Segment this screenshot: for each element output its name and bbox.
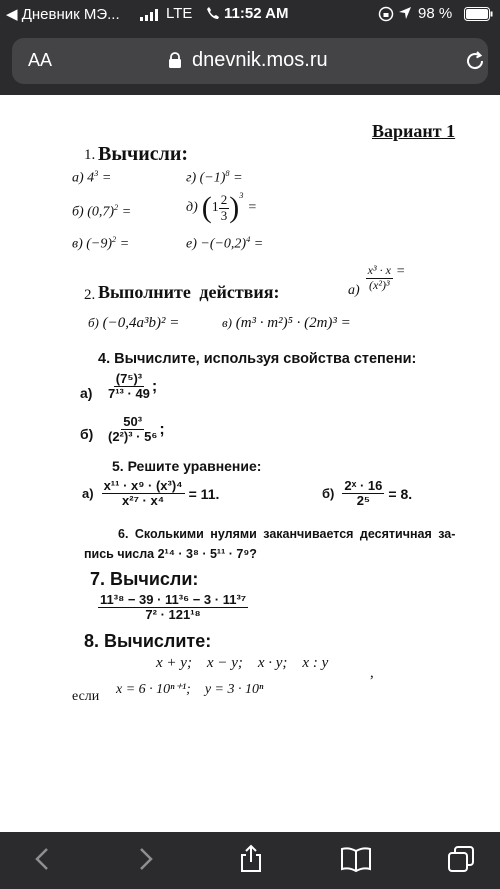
task4-item-a: $\frac{\text{(7⁵)³}}{\text{7¹³ · 49}}$ ; [108, 371, 158, 402]
reader-view-button[interactable]: AA [28, 50, 53, 70]
task2-item-v: в) (m³ · m²)⁵ · (2m)³ = [222, 315, 351, 331]
task8-operations: x + y; x − y; x · y; x : y [156, 655, 329, 671]
back-to-app-link[interactable]: ◀ Дневник МЭ... [6, 6, 120, 23]
location-icon [398, 6, 412, 24]
task5-item-a: а) $\frac{\text{x¹¹ · x⁹ · (x³)⁴}}{\text{x²⁷ · x⁴}}$ = 11. [82, 478, 220, 509]
task8-condition: x = 6 · 10ⁿ⁺¹; y = 3 · 10ⁿ [116, 682, 264, 697]
task1-number: 1. [84, 147, 96, 163]
task1-item-e: $е) -(-0,2)^4$ = [186, 235, 264, 252]
worksheet-page [0, 95, 500, 832]
reload-icon[interactable] [464, 50, 486, 72]
task2-number: 2. [84, 287, 96, 303]
task1-item-d: д) ( 1 $\frac{2}{3}$ ) $^3$ = [186, 191, 257, 224]
task4-item-b-label: б) [80, 426, 94, 442]
task8-comma: , [370, 665, 374, 681]
battery-percent: 98 % [418, 5, 453, 22]
task1-title: Вычисли: [98, 143, 189, 165]
status-bar [0, 0, 500, 28]
orientation-lock-icon [378, 6, 394, 26]
task1-item-v: в) $(-9)^2$ = [72, 235, 130, 252]
bookmarks-icon[interactable] [340, 844, 370, 874]
back-icon[interactable] [28, 844, 58, 874]
network-type: LTE [166, 5, 193, 22]
task5-title: 5. Решите уравнение: [112, 458, 262, 474]
task6-line2: пись числа 2¹⁴ · 3⁸ · 5¹¹ · 7⁹? [84, 547, 257, 561]
task4-title: 4. Вычислите, используя свойства степени: [98, 351, 417, 367]
forward-icon[interactable] [130, 844, 160, 874]
clock: 11:52 AM [224, 5, 289, 22]
task2-item-b: б) (−0,4a³b)² = [88, 315, 180, 331]
call-icon [206, 6, 220, 24]
signal-icon [140, 8, 160, 25]
task2-title: Выполните действия: [98, 282, 280, 302]
task4-item-a-label: а) [80, 385, 93, 401]
task7-title: 7. Вычисли: [90, 569, 199, 589]
address-bar[interactable] [12, 38, 488, 84]
task1-item-b: б) $(0,7)^2$ = [72, 203, 132, 220]
browser-toolbar [0, 832, 500, 889]
task6-line1: 6. Сколькими нулями заканчивается десятичная за- [118, 527, 456, 541]
task5-item-b: б) $\frac{\text{2ˣ · 16}}{\text{2⁵}}$ = 8. [322, 478, 413, 509]
task8-if-label: если [72, 689, 100, 704]
task8-title: 8. Вычислите: [84, 631, 212, 651]
variant-heading: Вариант 1 [372, 121, 456, 141]
task1-item-a: а) $4^3$ = [72, 169, 112, 186]
lock-icon [168, 52, 182, 68]
task7-fraction: $\frac{\text{11³⁸ − 39 · 11³⁶ − 3 · 11³⁷}}{\text{7² · 121¹⁸}}$ [100, 592, 247, 623]
battery-icon [464, 7, 494, 25]
share-icon[interactable] [236, 844, 266, 874]
task1-item-g: г) $(-1)^8$ = [186, 169, 243, 186]
url-text[interactable]: dnevnik.mos.ru [192, 49, 328, 71]
task2-item-a: а) $\frac{\text{x³ · x}}{\text{(x²)³}}$ = [348, 263, 406, 298]
task4-item-b: $\frac{\text{50³}}{\text{(2²)³ · 5⁶}}$ ; [108, 414, 165, 445]
tabs-icon[interactable] [446, 844, 476, 874]
